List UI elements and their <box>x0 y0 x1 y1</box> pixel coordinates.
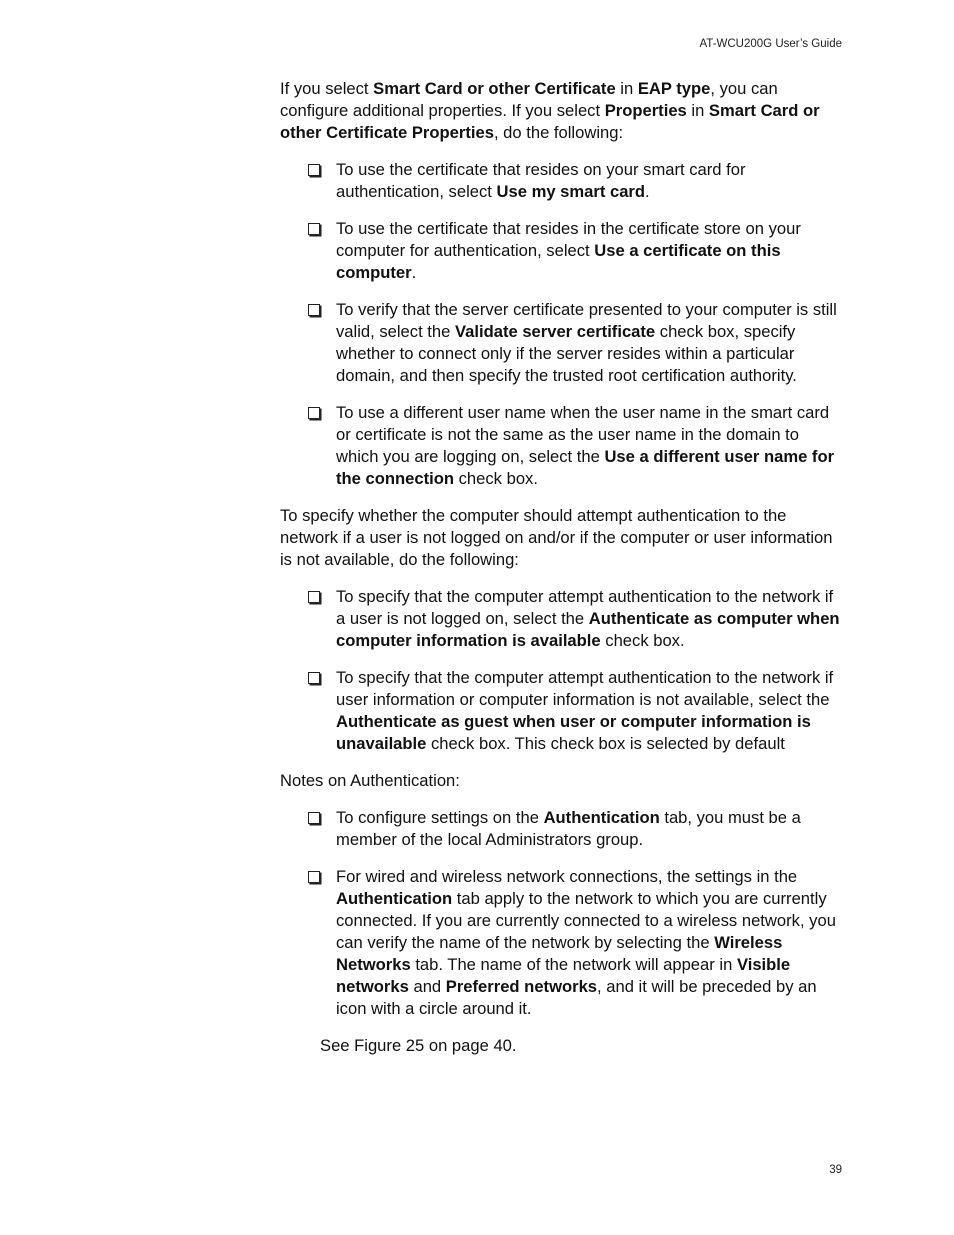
list-item <box>280 402 842 490</box>
bold-term: Use my smart card <box>496 182 646 201</box>
text-run: To use the certificate that resides on your smart card for authentication, select <box>336 160 746 201</box>
checkbox-bullet-icon <box>308 304 320 316</box>
bold-term: Authentication <box>336 889 453 908</box>
text-run: check box. This check box is selected by default <box>426 734 785 753</box>
bold-term: Authenticate as computer when computer information is available <box>336 609 840 650</box>
checkbox-bullet-icon <box>308 223 320 235</box>
authentication-paragraph: To specify whether the computer should attempt authentication to the network if a user is not logged on and/or if the computer or user information is not available, do the following: <box>280 506 833 569</box>
list-item <box>280 807 842 851</box>
bold-term: Smart Card or other Certificate Properties <box>280 101 820 142</box>
text-run: To verify that the server certificate presented to your computer is still valid, select the <box>336 300 837 341</box>
checkbox-bullet-icon <box>308 164 320 176</box>
text-run: If you select <box>280 79 374 98</box>
text-run: To configure settings on the <box>336 808 544 827</box>
checkbox-bullet-icon <box>308 812 320 824</box>
bold-term: Wireless Networks <box>336 933 783 974</box>
computer-authentication-list <box>280 586 842 755</box>
list-item <box>280 866 842 1020</box>
list-item-text <box>336 867 836 1018</box>
list-item <box>280 159 842 203</box>
list-item <box>280 667 842 755</box>
bold-term: Use a different user name for the connection <box>336 447 835 488</box>
text-run: , and it will be preceded by an icon with a circle around it. <box>336 977 817 1018</box>
text-run: check box. <box>600 631 685 650</box>
text-run: check box, specify whether to connect only if the server resides within a particular domain, and then specify the trusted root certification authority. <box>336 322 797 385</box>
list-item-text <box>336 219 801 282</box>
notes-heading: Notes on Authentication: <box>280 771 460 790</box>
figure-reference: See Figure 25 on page 40. <box>320 1036 517 1055</box>
list-item-text <box>336 668 833 753</box>
checkbox-bullet-icon <box>308 871 320 883</box>
checkbox-bullet-icon <box>308 591 320 603</box>
text-run: tab, you must be a member of the local Administrators group. <box>336 808 801 849</box>
list-item-text <box>336 160 746 201</box>
list-item <box>280 218 842 284</box>
text-run: For wired and wireless network connections, the settings in the <box>336 867 798 886</box>
intro-paragraph <box>280 78 842 144</box>
bold-term: Authentication <box>543 808 660 827</box>
list-item-text <box>336 808 801 849</box>
text-run: tab. The name of the network will appear in <box>410 955 737 974</box>
text-run: To use the certificate that resides in the certificate store on your computer for authentication, select <box>336 219 801 260</box>
bold-term: EAP type <box>637 79 711 98</box>
text-run: and <box>408 977 446 996</box>
list-item <box>280 586 842 652</box>
bold-term: Authenticate as guest when user or computer information is unavailable <box>336 712 811 753</box>
list-item-text <box>336 403 834 488</box>
text-run: . <box>645 182 650 201</box>
bold-term: Validate server certificate <box>454 322 656 341</box>
text-run: check box. <box>454 469 538 488</box>
checkbox-bullet-icon <box>308 407 320 419</box>
text-run: tab apply to the network to which you are currently connected. If you are currently connected to a wireless network, you can verify the name of the network by selecting the <box>336 889 836 952</box>
text-run: in <box>686 101 709 120</box>
bold-term: Properties <box>604 101 687 120</box>
bold-term: Preferred networks <box>445 977 598 996</box>
list-item-text <box>336 300 837 385</box>
notes-list <box>280 807 842 1020</box>
list-item <box>280 299 842 387</box>
text-run: , do the following: <box>493 123 624 142</box>
bold-term: Smart Card or other Certificate <box>373 79 616 98</box>
page-number: 39 <box>829 1164 842 1176</box>
running-header: AT-WCU200G User’s Guide <box>699 38 842 50</box>
page-body <box>280 78 842 1072</box>
checkbox-bullet-icon <box>308 672 320 684</box>
bold-term: Visible networks <box>336 955 791 996</box>
bold-term: Use a certificate on this computer <box>336 241 781 282</box>
text-run: , you can configure additional properties. If you select <box>280 79 778 120</box>
text-run: To specify that the computer attempt authentication to the network if user information or computer information is not available, select the <box>336 668 834 709</box>
text-run: in <box>615 79 638 98</box>
text-run: To specify that the computer attempt authentication to the network if a user is not logged on, select the <box>336 587 834 628</box>
text-run: . <box>411 263 417 282</box>
text-run: To use a different user name when the user name in the smart card or certificate is not the same as the user name in the domain to which you are logging on, select the <box>336 403 830 466</box>
certificate-options-list <box>280 159 842 490</box>
list-item-text <box>336 587 840 650</box>
